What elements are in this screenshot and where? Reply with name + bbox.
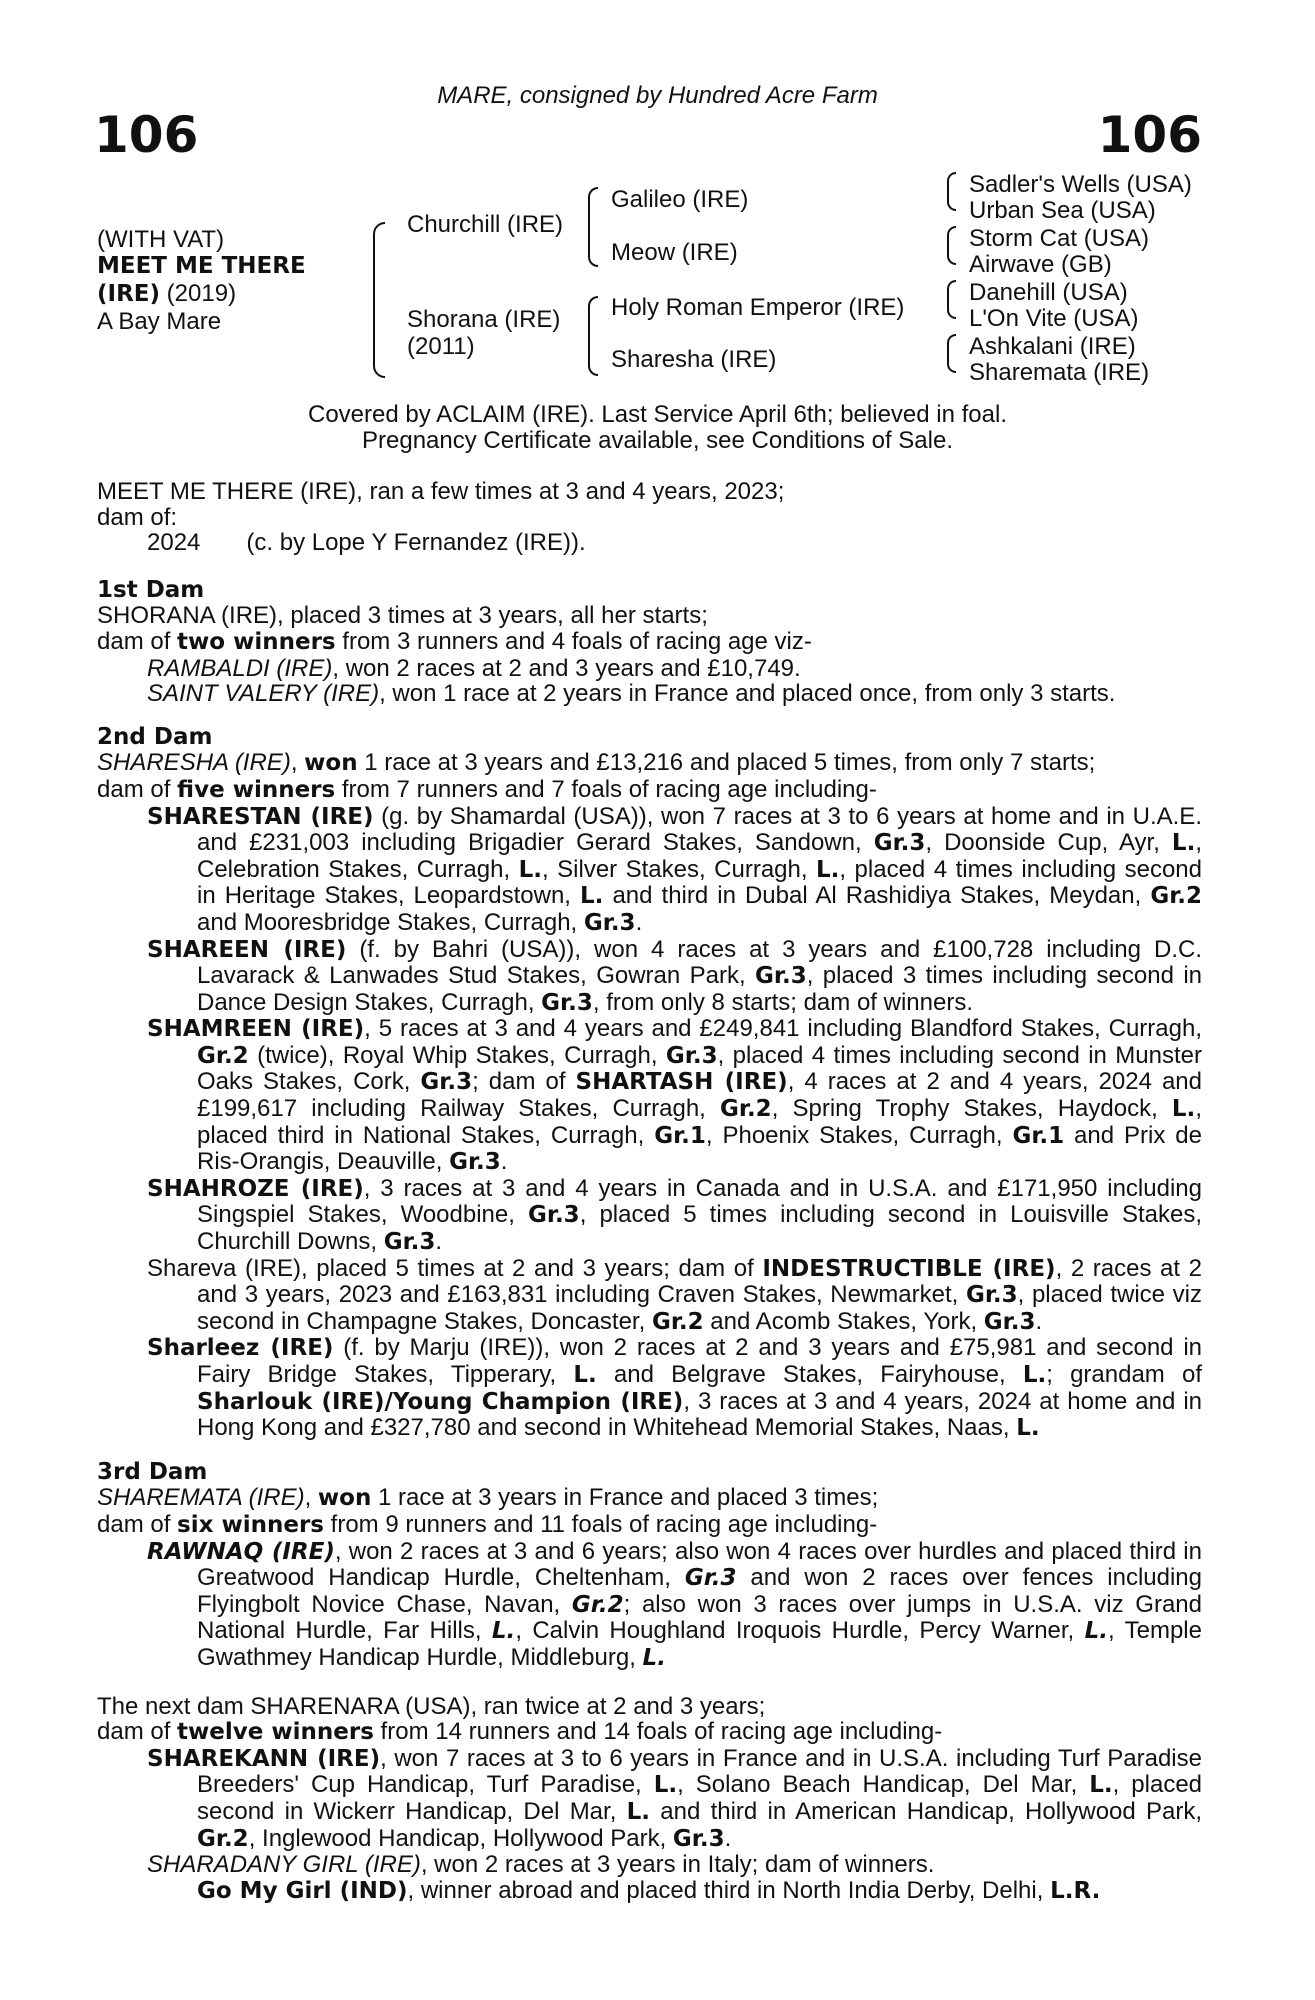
text-run: (f. by Marju (IRE)), won 2 races at 2 and 3 years and £75,981 and second in Fairy Bridge Stakes, Tipperary, (197, 1334, 1203, 1388)
text-run: dam of (97, 627, 178, 655)
text-run: and third in American Handicap, Hollywood Park, (650, 1797, 1203, 1825)
text-run: , Calvin Houghland Iroquois Hurdle, Percy Warner, (515, 1617, 1085, 1645)
text-run: from 14 runners and 14 foals of racing age including- (373, 1718, 943, 1746)
text-run: and Prix de Ris-Orangis, Deauville, (197, 1121, 1203, 1176)
text-run: L. (1016, 1415, 1040, 1442)
pedigree-brace-dam (588, 296, 598, 376)
second-dam-line-2 (97, 777, 1202, 804)
next-dam-line-1: The next dam SHARENARA (USA), ran twice at 2 and 3 years; (97, 1692, 766, 1720)
second-dam-line-1 (97, 750, 1202, 777)
text-run: two winners (177, 628, 336, 655)
consignment-line: MARE, consigned by Hundred Acre Farm (437, 82, 878, 109)
text-run: Gr.3 (983, 1308, 1036, 1335)
third-dam-line-2 (97, 1512, 1202, 1539)
text-run: SHAREMATA (IRE) (97, 1484, 305, 1512)
text-run: six winners (177, 1511, 324, 1538)
text-run: , won 2 races at 3 years in Italy; dam of winners. (420, 1851, 935, 1879)
text-run: L. (1171, 1096, 1196, 1123)
text-run: Gr.2 (197, 1825, 249, 1852)
text-run: Gr.1 (654, 1122, 706, 1149)
text-run: . (635, 908, 643, 936)
text-run: SHAMREEN (IRE) (147, 1016, 365, 1043)
text-run: , 3 races at 3 and 4 years in Canada and in U.S.A. and £171,950 including Singspiel Stakes, Woodbine, (197, 1174, 1202, 1229)
text-run: . (1035, 1307, 1043, 1335)
text-run: and Mooresbridge Stakes, Curragh, (197, 908, 584, 936)
dam-dam-dam: Sharemata (IRE) (969, 359, 1150, 386)
text-run: Gr.3 (528, 1202, 580, 1229)
text-run: and won 2 races over fences including Flyingbolt Novice Chase, Navan, (197, 1564, 1203, 1618)
text-run: SHAHROZE (IRE) (147, 1175, 364, 1202)
entry-shahroze (97, 1176, 1202, 1256)
text-run: , placed 4 times including second in Munster Oaks Stakes, Cork, (197, 1041, 1202, 1096)
entry-shareva (97, 1256, 1202, 1336)
text-run: Sharlouk (IRE)/Young Champion (IRE) (197, 1388, 684, 1415)
text-run: , Doonside Cup, Ayr, (925, 829, 1172, 857)
text-run: L. (518, 856, 542, 883)
text-run: , (304, 1484, 318, 1512)
text-run: ; grandam of (1046, 1361, 1202, 1388)
pedigree-horse-info (97, 226, 306, 335)
text-run: (twice), Royal Whip Stakes, Curragh, (248, 1041, 666, 1069)
text-run: 1 race at 3 years and £13,216 and placed 5 times, from only 7 starts; (357, 749, 1096, 777)
first-dam-line-2 (97, 629, 1202, 656)
text-run: and Acomb Stakes, York, (703, 1307, 984, 1335)
text-run: won (304, 750, 358, 777)
text-run: , 2 races at 2 and 3 years, 2023 and £163,831 including Craven Stakes, Newmarket, (197, 1254, 1202, 1309)
first-dam-line-1: SHORANA (IRE), placed 3 times at 3 years, all her starts; (97, 602, 708, 630)
pedigree-brace-ss (947, 172, 956, 211)
text-run: , placed 4 times including second in Heritage Stakes, Leopardstown, (197, 855, 1202, 910)
text-run: , Solano Beach Handicap, Del Mar, (677, 1771, 1090, 1799)
text-run: . (724, 1824, 732, 1852)
text-run: SHARADANY GIRL (IRE) (147, 1851, 421, 1879)
text-run: ; also won 3 races over jumps in U.S.A. viz Grand National Hurdle, Far Hills, (197, 1590, 1202, 1645)
text-run: SHAREKANN (IRE) (147, 1745, 381, 1772)
text-run: , 5 races at 3 and 4 years and £249,841 including Blandford Stakes, Curragh, (364, 1015, 1203, 1043)
text-run: and Belgrave Stakes, Fairyhouse, (596, 1361, 1023, 1388)
text-run: L. (816, 856, 840, 883)
horse-name: MEET ME THERE (97, 253, 306, 279)
entry-rawnaq (97, 1539, 1202, 1672)
text-run: from 7 runners and 7 foals of racing age including- (335, 775, 877, 803)
dam-dam-sire: Ashkalani (IRE) (969, 333, 1136, 360)
next-dam-line-2 (97, 1719, 1202, 1746)
dam (407, 306, 560, 360)
text-run: L. (1089, 1772, 1113, 1799)
first-dam-runner-1 (97, 656, 1202, 682)
sire-dam-sire: Storm Cat (USA) (969, 225, 1150, 252)
text-run: dam of (97, 1510, 178, 1538)
text-run: , placed 3 times including second in Dance Design Stakes, Curragh, (197, 962, 1202, 1016)
text-run: , placed second in Wickerr Handicap, Del Mar, (197, 1771, 1203, 1825)
pedigree-brace-sire (588, 187, 598, 267)
text-run: , winner abroad and placed third in North India Derby, Delhi, (407, 1876, 1051, 1904)
entry-shareen (97, 937, 1202, 1017)
horse-year: (2019) (160, 280, 237, 307)
text-run: Go My Girl (IND) (197, 1877, 408, 1904)
text-run: INDESTRUCTIBLE (IRE) (762, 1255, 1056, 1282)
horse-description: A Bay Mare (97, 308, 222, 335)
sire: Churchill (IRE) (407, 211, 564, 238)
text-run: RAMBALDI (IRE) (147, 654, 333, 682)
intro-line-2: dam of: (97, 503, 178, 531)
dam-year: (2011) (407, 333, 475, 360)
entry-sharadany-girl (97, 1852, 1202, 1878)
text-run: , placed twice viz second in Champagne Stakes, Doncaster, (197, 1281, 1202, 1335)
text-run: RAWNAQ (IRE) (147, 1538, 335, 1565)
text-run: Sharleez (IRE) (147, 1335, 334, 1362)
text-run: Gr.1 (1012, 1122, 1065, 1149)
text-run: L. (642, 1644, 666, 1671)
second-dam-heading: 2nd Dam (97, 723, 213, 750)
text-run: , 4 races at 2 and 4 years, 2024 and £199,617 including Railway Stakes, Curragh, (197, 1068, 1203, 1123)
vat-note: (WITH VAT) (97, 226, 225, 253)
sire-sire-sire: Sadler's Wells (USA) (969, 171, 1192, 198)
text-run: dam of (97, 1718, 178, 1746)
text-run: SHARTASH (IRE) (575, 1069, 788, 1096)
text-run: won (317, 1485, 372, 1512)
text-run: (f. by Bahri (USA)), won 4 races at 3 years and £100,728 including D.C. Lavarack & Lanwades Stud Stakes, Gowran Park, (197, 935, 1202, 990)
entry-sharleez (97, 1335, 1202, 1441)
text-run: SHARESHA (IRE) (97, 749, 291, 777)
text-run: Gr.2 (197, 1042, 249, 1069)
text-run: , Celebration Stakes, Curragh, (197, 829, 1202, 883)
sire-dam: Meow (IRE) (611, 239, 738, 266)
text-run: , Temple Gwathmey Handicap Hurdle, Middleburg, (197, 1617, 1202, 1671)
text-run: L. (573, 1362, 597, 1388)
sire-dam-dam: Airwave (GB) (969, 251, 1112, 278)
text-run: 1 race at 3 years in France and placed 3 times; (371, 1484, 879, 1512)
pedigree-brace-dd (947, 334, 956, 373)
first-dam-runner-2 (97, 681, 1202, 707)
intro-line-1: MEET ME THERE (IRE), ran a few times at 3 and 4 years, 2023; (97, 478, 785, 505)
text-run: Gr.3 (684, 1565, 737, 1592)
dam-sire: Holy Roman Emperor (IRE) (611, 294, 905, 321)
text-run: Gr.3 (583, 909, 636, 936)
text-run: , Spring Trophy Stakes, Haydock, (771, 1095, 1172, 1123)
text-run: , placed third in National Stakes, Curragh, (197, 1095, 1202, 1149)
text-run: Gr.2 (1150, 883, 1203, 910)
text-run: Gr.3 (665, 1042, 718, 1069)
text-run: , won 7 races at 3 to 6 years in France and in U.S.A. including Turf Paradise Breeders' Cup Handicap, Turf Paradise, (197, 1744, 1202, 1799)
text-run: L. (1084, 1618, 1109, 1645)
text-run: L. (1171, 830, 1196, 857)
produce-year: 2024 (147, 529, 201, 557)
text-run: , won 1 race at 2 years in France and placed once, from only 3 starts. (379, 680, 1116, 708)
lot-number-left: 106 (94, 106, 199, 164)
text-run: L. (580, 883, 604, 910)
text-run: , Phoenix Stakes, Curragh, (705, 1121, 1013, 1149)
covering-line-2: Pregnancy Certificate available, see Conditions of Sale. (362, 427, 953, 454)
text-run: Gr.2 (651, 1308, 704, 1335)
text-run: L.R. (1050, 1877, 1101, 1904)
text-run: , Inglewood Handicap, Hollywood Park, (248, 1824, 673, 1852)
first-dam-heading: 1st Dam (97, 576, 205, 603)
text-run: Gr.2 (720, 1096, 772, 1123)
text-run: L. (1022, 1362, 1047, 1388)
entry-go-my-girl (97, 1878, 1202, 1905)
text-run: (g. by Shamardal (USA)), won 7 races at 3 to 6 years at home and in U.A.E. and £231,003 including Brigadier Gerard Stakes, Sandown, (197, 802, 1202, 857)
text-run: Gr.3 (672, 1825, 725, 1852)
text-run: ; dam of (472, 1068, 576, 1096)
text-run: Gr.3 (755, 963, 807, 990)
text-run: L. (491, 1618, 516, 1645)
produce-desc: (c. by Lope Y Fernandez (IRE)). (246, 529, 586, 557)
entry-sharestan (97, 804, 1202, 937)
covering-note (0, 402, 1315, 454)
text-run: , 3 races at 3 and 4 years, 2024 at home and in Hong Kong and £327,780 and second in Whitehead Memorial Stakes, Naas, (197, 1387, 1202, 1442)
text-run: SHARESTAN (IRE) (147, 803, 374, 830)
text-run: , placed 5 times including second in Louisville Stakes, Churchill Downs, (197, 1201, 1203, 1256)
dam-name: Shorana (IRE) (407, 306, 561, 333)
dam-sire-dam: L'On Vite (USA) (969, 305, 1139, 332)
text-run: dam of (97, 775, 178, 803)
produce-record (97, 530, 1202, 556)
text-run: , won 2 races at 2 and 3 years and £10,749. (332, 654, 801, 682)
horse-name-reg: (IRE) (97, 281, 161, 307)
text-run: Gr.3 (449, 1149, 501, 1176)
sire-sire: Galileo (IRE) (611, 186, 749, 213)
pedigree-brace-sd (947, 226, 956, 265)
pedigree-brace-main (373, 222, 385, 378)
text-run: five winners (177, 776, 336, 803)
text-run: Gr.3 (420, 1069, 473, 1096)
text-run: Gr.2 (571, 1591, 624, 1618)
text-run: , Silver Stakes, Curragh, (542, 855, 816, 883)
third-dam-heading: 3rd Dam (97, 1458, 208, 1485)
text-run: twelve winners (177, 1719, 374, 1746)
pedigree-brace-ds (947, 280, 956, 319)
catalogue-body (97, 479, 1202, 1904)
text-run: SAINT VALERY (IRE) (147, 680, 380, 708)
text-run: L. (626, 1798, 651, 1825)
text-run: from 3 runners and 4 foals of racing age viz- (335, 627, 812, 655)
text-run: , (290, 749, 305, 777)
text-run: Gr.3 (965, 1282, 1018, 1309)
entry-sharekann (97, 1746, 1202, 1852)
entry-shamreen (97, 1016, 1202, 1176)
dam-dam: Sharesha (IRE) (611, 346, 777, 373)
third-dam-line-1 (97, 1485, 1202, 1512)
text-run: Gr.3 (541, 989, 593, 1016)
text-run: . (435, 1228, 443, 1256)
text-run: , won 2 races at 3 and 6 years; also won 4 races over hurdles and placed third in Greatwood Handicap Hurdle, Cheltenham, (197, 1537, 1202, 1592)
text-run: Gr.3 (383, 1229, 436, 1256)
lot-number-right: 106 (1097, 106, 1202, 164)
dam-sire-sire: Danehill (USA) (969, 279, 1128, 306)
text-run: L. (653, 1772, 678, 1799)
text-run: Shareva (IRE), placed 5 times at 2 and 3 years; dam of (147, 1254, 763, 1282)
text-run: , from only 8 starts; dam of winners. (592, 988, 973, 1016)
text-run: Gr.3 (873, 830, 926, 857)
covering-line-1: Covered by ACLAIM (IRE). Last Service April 6th; believed in foal. (308, 401, 1007, 428)
text-run: from 9 runners and 11 foals of racing age including- (323, 1510, 878, 1538)
text-run: and third in Dubal Al Rashidiya Stakes, Meydan, (603, 882, 1151, 910)
sire-sire-dam: Urban Sea (USA) (969, 197, 1156, 224)
text-run: . (500, 1148, 508, 1176)
text-run: SHAREEN (IRE) (147, 936, 347, 963)
